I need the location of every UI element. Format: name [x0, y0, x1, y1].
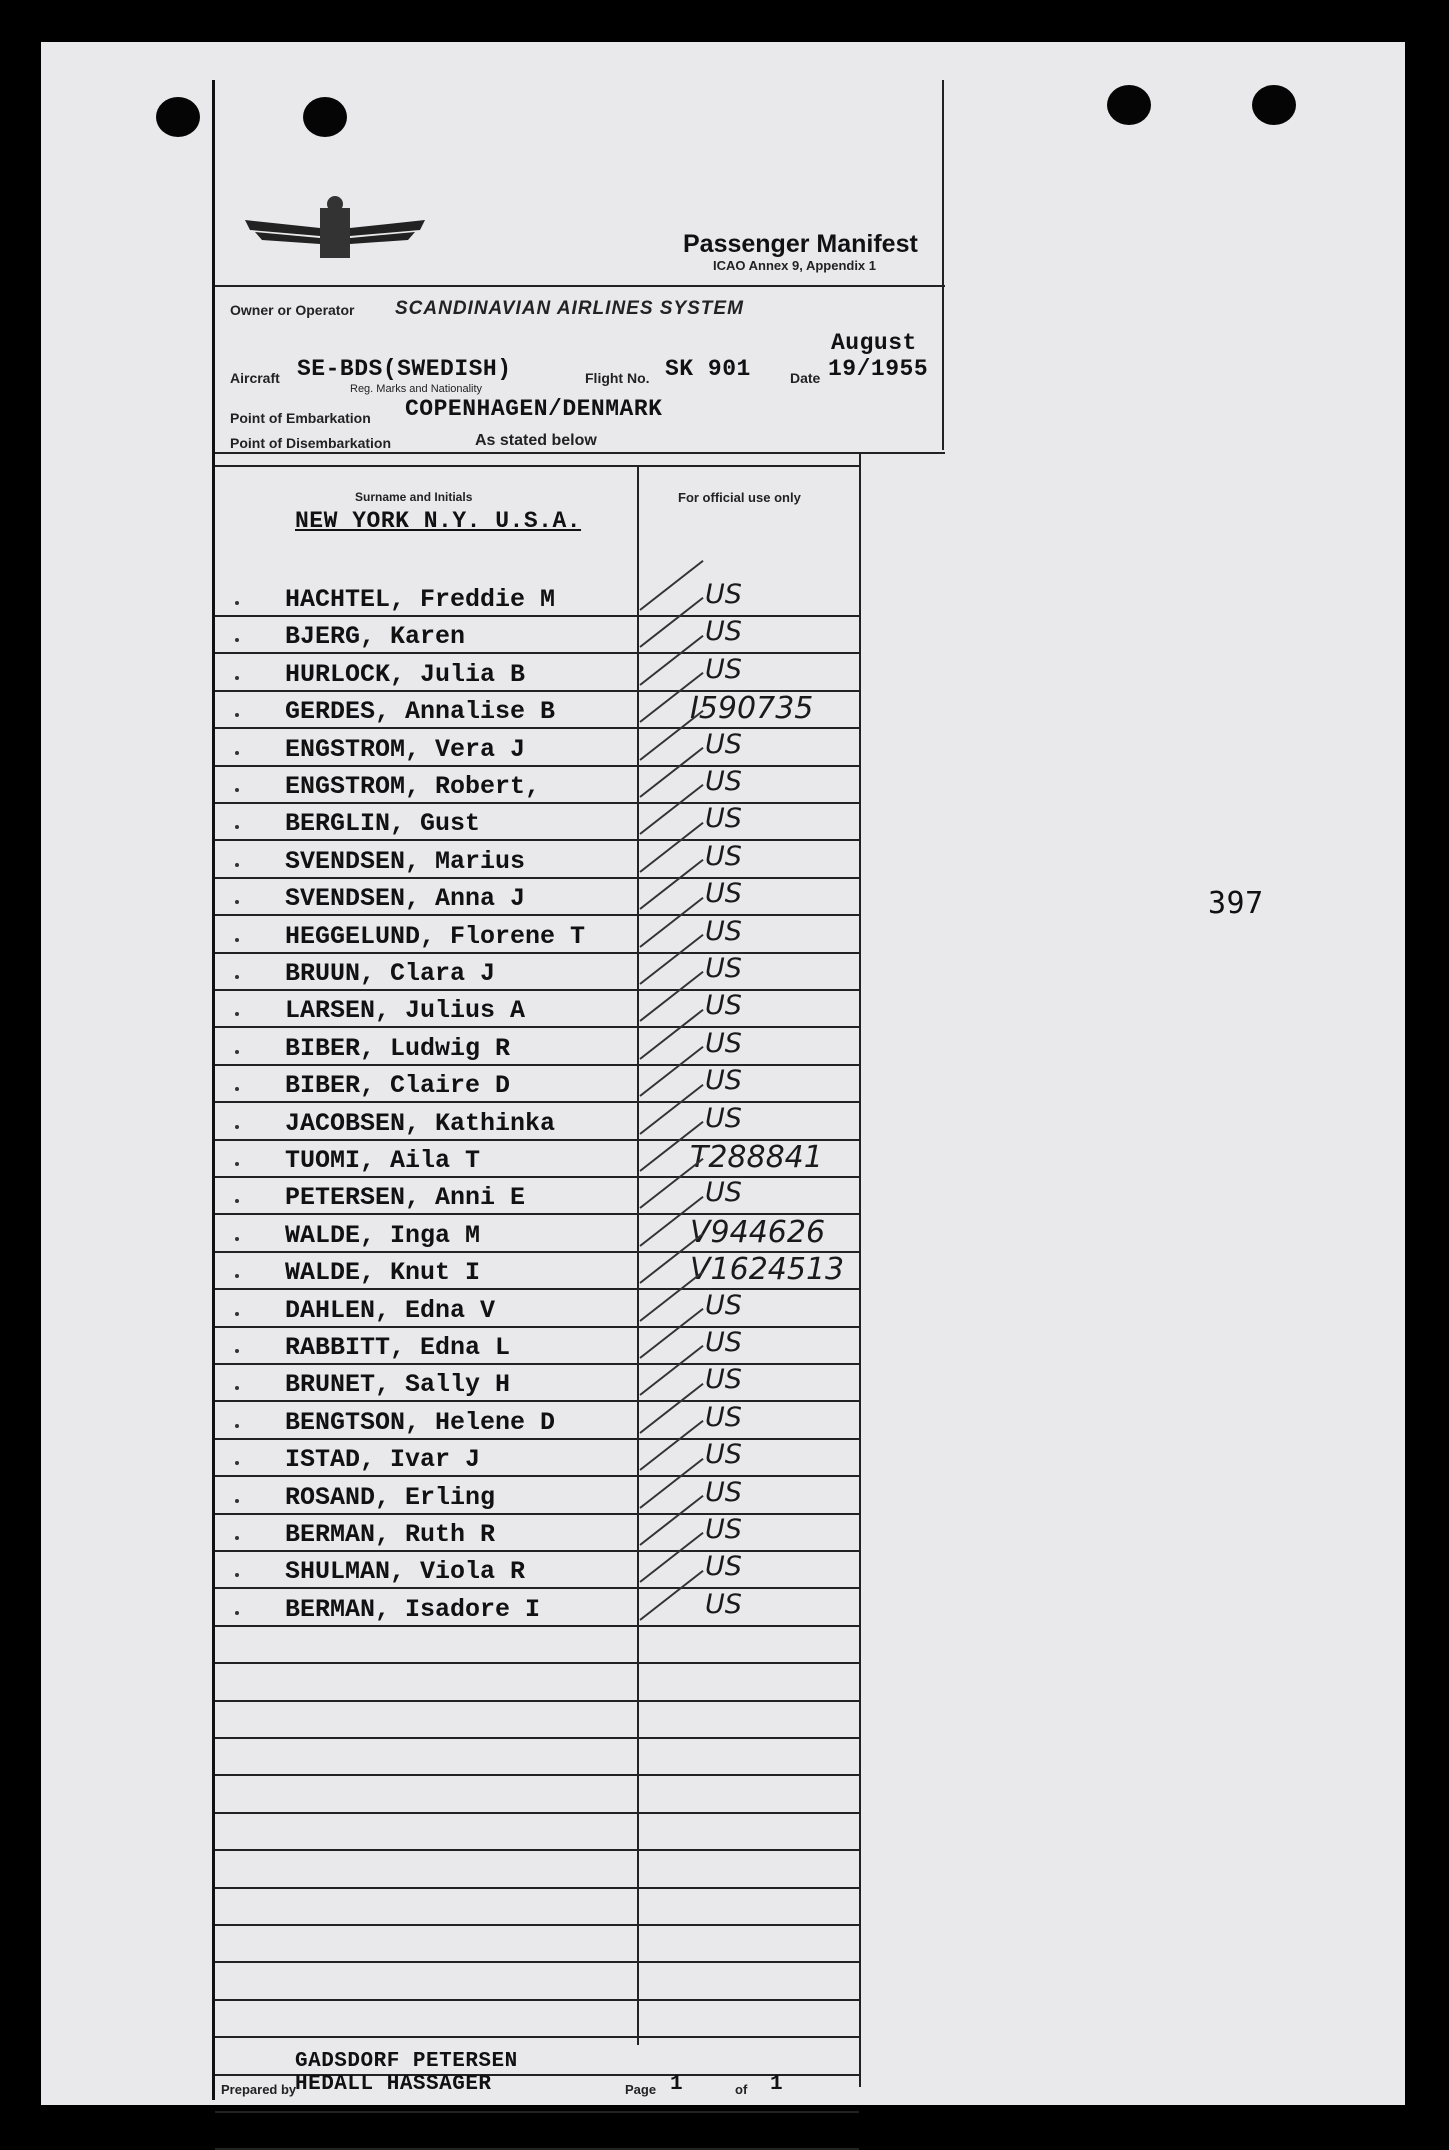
page-label: Page — [625, 2082, 657, 2097]
check-mark — [639, 1570, 703, 1621]
passenger-name: WALDE, Knut I — [285, 1258, 481, 1288]
embarkation-label: Point of Embarkation — [230, 410, 371, 426]
row-dot — [235, 1274, 239, 1278]
page-total: 1 — [770, 2073, 784, 2096]
row-dot — [235, 975, 239, 979]
ruled-line — [215, 1438, 859, 1440]
row-dot — [235, 1237, 239, 1241]
row-dot — [235, 1536, 239, 1540]
ruled-line — [215, 1999, 859, 2001]
passenger-name: SVENDSEN, Marius — [285, 846, 526, 876]
official-code: US — [705, 616, 742, 648]
official-code: US — [705, 840, 742, 872]
ruled-line — [215, 1625, 859, 1627]
passenger-name: WALDE, Inga M — [285, 1220, 481, 1250]
passenger-name: ISTAD, Ivar J — [285, 1445, 481, 1475]
row-dot — [235, 938, 239, 942]
ruled-line — [215, 727, 859, 729]
official-code: US — [705, 1027, 742, 1059]
passenger-name: ENGSTROM, Robert, — [285, 772, 541, 801]
passenger-name: GERDES, Annalise B — [285, 697, 556, 727]
row-dot — [235, 713, 239, 717]
row-dot — [235, 1312, 239, 1316]
row-dot — [235, 1611, 239, 1615]
official-code: V944626 — [690, 1214, 826, 1250]
passenger-name: BIBER, Ludwig R — [285, 1033, 511, 1063]
ruled-line — [215, 1550, 859, 1552]
margin-page-number: 397 — [1208, 886, 1264, 921]
official-code: US — [705, 878, 742, 910]
row-dot — [235, 1573, 239, 1577]
row-dot — [235, 1499, 239, 1503]
official-code: US — [705, 1588, 742, 1620]
ruled-line — [215, 1812, 859, 1814]
official-code: US — [705, 1327, 742, 1358]
ruled-line — [215, 2036, 859, 2038]
ruled-line — [215, 914, 859, 916]
passenger-name: BJERG, Karen — [285, 622, 466, 652]
passenger-name: BRUNET, Sally H — [285, 1370, 511, 1400]
date-label: Date — [790, 370, 821, 386]
passenger-name: BERMAN, Ruth R — [285, 1520, 496, 1549]
passenger-name: ROSAND, Erling — [285, 1482, 496, 1512]
official-code: US — [705, 953, 742, 984]
ruled-line — [215, 1887, 859, 1889]
flight-value: SK 901 — [665, 356, 751, 382]
passenger-name: ENGSTROM, Vera J — [285, 734, 526, 764]
ruled-line — [215, 1700, 859, 1702]
disembarkation-value: As stated below — [475, 432, 597, 449]
official-code: US — [705, 1439, 742, 1471]
ruled-line — [215, 1737, 859, 1739]
official-code: US — [705, 1401, 742, 1433]
official-code: US — [705, 1514, 742, 1545]
ruled-line — [215, 1849, 859, 1851]
ruled-line — [215, 1326, 859, 1328]
ruled-line — [215, 1662, 859, 1664]
ruled-line — [215, 1475, 859, 1477]
official-code: US — [705, 990, 742, 1022]
official-code: US — [705, 1102, 742, 1134]
ruled-line — [215, 839, 859, 841]
passenger-name: BIBER, Claire D — [285, 1071, 511, 1101]
punch-hole — [1107, 85, 1151, 125]
row-dot — [235, 1087, 239, 1091]
date-month: August — [831, 330, 917, 356]
ruled-line — [215, 615, 859, 617]
row-dot — [235, 1199, 239, 1203]
prepared-by-label: Prepared by — [221, 2082, 297, 2097]
row-dot — [235, 601, 239, 605]
official-code: US — [705, 915, 742, 947]
official-code: US — [705, 1476, 742, 1508]
row-dot — [235, 751, 239, 755]
of-label: of — [735, 2082, 748, 2097]
row-dot — [235, 900, 239, 904]
destination-header: NEW YORK N.Y. U.S.A. — [295, 508, 582, 534]
ruled-line — [215, 1026, 859, 1028]
passenger-name: RABBITT, Edna L — [285, 1333, 511, 1362]
prepared-by-line2: HEDALL HASSAGER — [295, 2073, 492, 2096]
ruled-line — [215, 989, 859, 991]
official-code: US — [705, 1177, 742, 1209]
row-dot — [235, 1125, 239, 1129]
official-code: T288841 — [690, 1140, 823, 1175]
ruled-line — [215, 1064, 859, 1066]
form-title: Passenger Manifest — [683, 230, 918, 258]
passenger-name: LARSEN, Julius A — [285, 996, 526, 1026]
aircraft-sub-label: Reg. Marks and Nationality — [350, 383, 483, 395]
official-code: US — [705, 579, 742, 610]
passenger-name: SVENDSEN, Anna J — [285, 884, 526, 914]
official-code: US — [705, 1065, 742, 1097]
punch-hole — [156, 97, 200, 137]
official-code: US — [705, 728, 742, 760]
ruled-line — [215, 1288, 859, 1290]
ruled-line — [215, 802, 859, 804]
row-dot — [235, 1012, 239, 1016]
ruled-line — [215, 952, 859, 954]
row-dot — [235, 638, 239, 642]
prepared-by-line1: GADSDORF PETERSEN — [295, 2050, 518, 2073]
official-code: US — [705, 1289, 742, 1321]
column-header-name: Surname and Initials — [355, 490, 473, 504]
official-code: US — [705, 653, 742, 685]
aircraft-value: SE-BDS(SWEDISH) — [297, 356, 512, 382]
ruled-line — [215, 1513, 859, 1515]
ruled-line — [215, 877, 859, 879]
passenger-name: BRUUN, Clara J — [285, 959, 496, 988]
row-dot — [235, 1050, 239, 1054]
row-dot — [235, 676, 239, 680]
row-dot — [235, 788, 239, 792]
passenger-name: HURLOCK, Julia B — [285, 659, 526, 689]
ruled-line — [215, 1400, 859, 1402]
passenger-name: BERMAN, Isadore I — [285, 1594, 541, 1624]
embarkation-value: COPENHAGEN/DENMARK — [405, 396, 663, 422]
disembarkation-label: Point of Disembarkation — [230, 435, 392, 451]
passenger-name: PETERSEN, Anni E — [285, 1183, 526, 1213]
passenger-name: BENGTSON, Helene D — [285, 1407, 556, 1437]
passenger-manifest-form — [212, 80, 945, 2100]
ruled-line — [215, 765, 859, 767]
owner-label: Owner or Operator — [230, 302, 355, 318]
passenger-name: DAHLEN, Edna V — [285, 1295, 496, 1325]
official-code: US — [705, 766, 742, 797]
passenger-name: HEGGELUND, Florene T — [285, 921, 586, 951]
form-subtitle: ICAO Annex 9, Appendix 1 — [713, 258, 877, 273]
row-dot — [235, 1162, 239, 1166]
ruled-line — [215, 1924, 859, 1926]
row-dot — [235, 1349, 239, 1353]
ruled-line — [215, 1363, 859, 1365]
ruled-line — [215, 1587, 859, 1589]
row-dot — [235, 1461, 239, 1465]
passenger-name: TUOMI, Aila T — [285, 1146, 481, 1175]
flight-label: Flight No. — [585, 370, 650, 386]
aircraft-label: Aircraft — [230, 370, 280, 386]
ruled-line — [215, 1101, 859, 1103]
airline-wings-logo-icon — [240, 190, 430, 270]
passenger-name: BERGLIN, Gust — [285, 809, 481, 839]
punch-hole — [1252, 85, 1296, 125]
row-dot — [235, 863, 239, 867]
ruled-line — [215, 1176, 859, 1178]
date-value: 19/1955 — [828, 356, 929, 382]
ruled-line — [215, 1961, 859, 1963]
row-dot — [235, 825, 239, 829]
passenger-name: SHULMAN, Viola R — [285, 1557, 526, 1587]
official-code: US — [705, 803, 742, 835]
official-code: V1624513 — [690, 1252, 845, 1288]
official-code: US — [705, 1551, 742, 1583]
page-number: 1 — [670, 2073, 684, 2096]
official-code: I590735 — [690, 691, 814, 727]
ruled-line — [215, 1774, 859, 1776]
owner-value: SCANDINAVIAN AIRLINES SYSTEM — [395, 298, 744, 319]
ruled-line — [215, 652, 859, 654]
passenger-name: JACOBSEN, Kathinka — [285, 1108, 556, 1138]
row-dot — [235, 1424, 239, 1428]
ruled-line — [215, 2111, 859, 2113]
column-header-official: For official use only — [678, 490, 801, 505]
official-code: US — [705, 1364, 742, 1396]
passenger-name: HACHTEL, Freddie M — [285, 585, 556, 614]
row-dot — [235, 1386, 239, 1390]
